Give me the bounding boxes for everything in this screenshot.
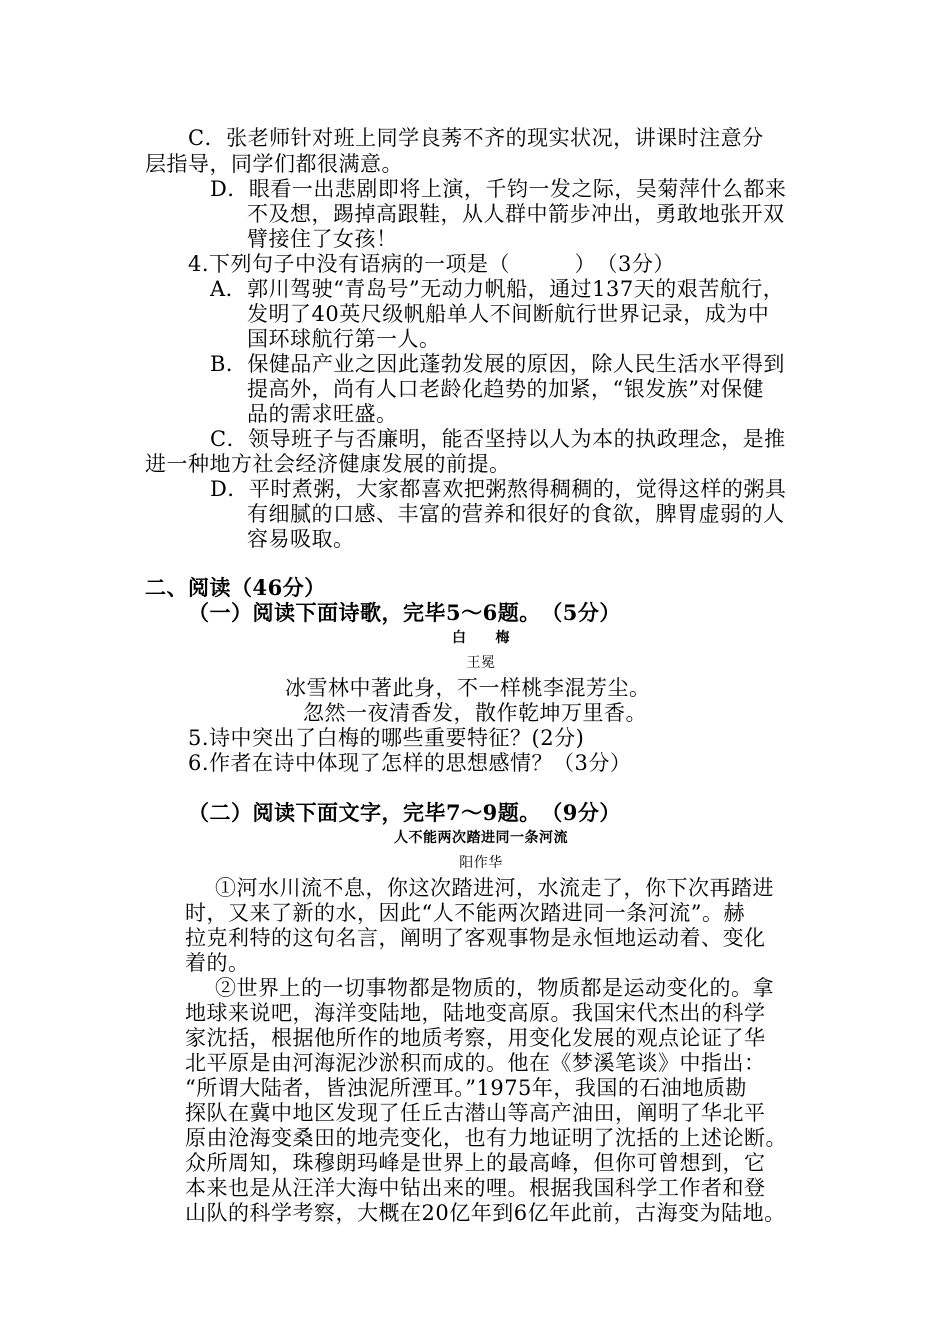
q4-option-a-line1: A．郭川驾驶“青岛号”无动力帆船，通过137天的艰苦航行，	[210, 277, 785, 301]
paragraph-2-line8: 众所周知，珠穆朗玛峰是世界上的最高峰，但你可曾想到，它	[185, 1151, 766, 1175]
q3-option-d-line1: D．眼看一出悲剧即将上演，千钧一发之际，吴菊萍什么都来	[210, 177, 787, 201]
poem-title: 白 梅	[452, 630, 510, 646]
article-author: 阳作华	[459, 855, 503, 871]
paragraph-2-line1: ②世界上的一切事物都是物质的，物质都是运动变化的。拿	[215, 976, 774, 1000]
question-5: 5.诗中突出了白梅的哪些重要特征？(2分)	[188, 726, 585, 750]
paragraph-2-line5: “所谓大陆者，皆浊泥所湮耳。”1975年，我国的石油地质勘	[185, 1076, 747, 1100]
q3-option-d-line2: 不及想，踢掉高跟鞋，从人群中箭步冲出，勇敢地张开双	[247, 202, 785, 226]
q4-option-a-line3: 国环球航行第一人。	[247, 327, 441, 351]
poem-line-2: 忽然一夜清香发，散作乾坤万里香。	[303, 701, 647, 725]
paragraph-2-line3: 家沈括，根据他所作的地质考察，用变化发展的观点论证了华	[185, 1026, 766, 1050]
q4-option-b-line1: B．保健品产业之因此蓬勃发展的原因，除人民生活水平得到	[210, 352, 785, 376]
q4-option-c-line2: 进一种地方社会经济健康发展的前提。	[145, 452, 511, 476]
paragraph-2-line4: 北平原是由河海泥沙淤积而成的。他在《梦溪笔谈》中指出：	[185, 1051, 766, 1075]
q4-option-c-line1: C．领导班子与否廉明，能否坚持以人为本的执政理念，是推	[210, 427, 786, 451]
article-title: 人不能两次踏进同一条河流	[394, 830, 568, 846]
section-heading: 二、阅读（46分）	[145, 575, 326, 600]
paragraph-2-line2: 地球来说吧，海洋变陆地，陆地变高原。我国宋代杰出的科学	[185, 1001, 766, 1025]
q4-option-d-line2: 有细腻的口感、丰富的营养和很好的食欲，脾胃虚弱的人	[247, 502, 785, 526]
q4-stem: 4.下列句子中没有语病的一项是（ ） （3分）	[188, 252, 675, 276]
poem-author: 王冕	[466, 655, 496, 671]
part1-heading: （一）阅读下面诗歌，完毕5～6题。 （5分）	[188, 600, 621, 625]
question-6: 6.作者在诗中体现了怎样的思想感情？（3分）	[188, 751, 632, 775]
paragraph-1-line4: 着的。	[185, 951, 250, 975]
q3-option-c-line1: C．张老师针对班上同学良莠不齐的现实状况，讲课时注意分	[188, 126, 764, 150]
q3-option-c-line2: 层指导，同学们都很满意。	[145, 152, 403, 176]
paragraph-1-line3: 拉克利特的这句名言，阐明了客观事物是永恒地运动着、变化	[185, 926, 766, 950]
q4-option-a-line2: 发明了40英尺级帆船单人不间断航行世界记录，成为中	[247, 302, 770, 326]
paragraph-2-line9: 本来也是从汪洋大海中钻出来的哩。根据我国科学工作者和登	[185, 1176, 766, 1200]
q4-option-b-line2: 提高外，尚有人口老龄化趋势的加紧，“银发族”对保健	[247, 377, 764, 401]
paragraph-2-line10: 山队的科学考察，大概在20亿年到6亿年此前，古海变为陆地。	[185, 1201, 786, 1225]
q4-option-d-line1: D．平时煮粥，大家都喜欢把粥熬得稠稠的，觉得这样的粥具	[210, 477, 787, 501]
paragraph-2-line6: 探队在冀中地区发现了任丘古潜山等高产油田，阐明了华北平	[185, 1101, 766, 1125]
q4-option-d-line3: 容易吸取。	[247, 527, 355, 551]
part2-heading: （二）阅读下面文字，完毕7～9题。 （9分）	[188, 800, 621, 825]
q4-option-b-line3: 品的需求旺盛。	[247, 402, 398, 426]
q3-option-d-line3: 臂接住了女孩！	[247, 227, 398, 251]
poem-line-1: 冰雪林中著此身，不一样桃李混芳尘。	[285, 676, 651, 700]
paragraph-1-line2: 时，又来了新的水，因此“人不能两次踏进同一条河流”。赫	[185, 901, 745, 925]
paragraph-2-line7: 原由沧海变桑田的地壳变化，也有力地证明了沈括的上述论断。	[185, 1126, 787, 1150]
paragraph-1-line1: ①河水川流不息，你这次踏进河，水流走了，你下次再踏进	[215, 876, 774, 900]
